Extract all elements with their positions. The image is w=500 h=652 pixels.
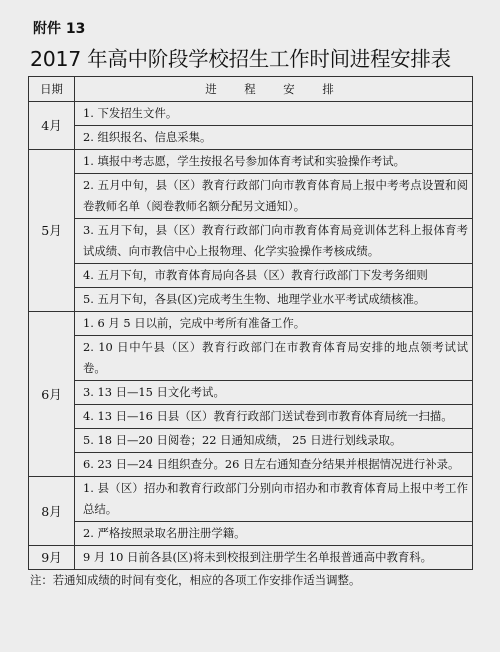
table-header-row: [29, 77, 473, 102]
header-arrangement: 进 程 安 排: [75, 77, 473, 102]
attachment-label: 附件 13: [33, 21, 86, 37]
schedule-item: 4. 五月下旬，市教育体育局向各县（区）教育行政部门下发考务细则: [75, 264, 473, 288]
table-row: [29, 264, 473, 288]
table-row: [29, 381, 473, 405]
table-row: [29, 312, 473, 336]
table-row: [29, 336, 473, 381]
schedule-item: 9 月 10 日前各县(区)将未到校报到注册学生名单报普通高中教育科。: [75, 546, 473, 570]
schedule-item: 1. 下发招生文件。: [75, 102, 473, 126]
schedule-item: 4. 13 日—16 日县（区）教育行政部门送试卷到市教育体育局统一扫描。: [75, 405, 473, 429]
schedule-item: 5. 18 日—20 日阅卷；22 日通知成绩， 25 日进行划线录取。: [75, 429, 473, 453]
schedule-item: 1. 县（区）招办和教育行政部门分别向市招办和市教育体育局上报中考工作总结。: [75, 477, 473, 522]
schedule-item: 1. 填报中考志愿，学生按报名号参加体育考试和实验操作考试。: [75, 150, 473, 174]
header-date: 日期: [29, 77, 75, 102]
table-row: [29, 219, 473, 264]
table-row: [29, 150, 473, 174]
month-cell: 9月: [29, 546, 75, 570]
month-cell: 4月: [29, 102, 75, 150]
schedule-item: 5. 五月下旬，各县(区)完成考生生物、地理学业水平考试成绩核准。: [75, 288, 473, 312]
table-row: [29, 522, 473, 546]
schedule-item: 3. 13 日—15 日文化考试。: [75, 381, 473, 405]
table-row: [29, 288, 473, 312]
schedule-item: 2. 五月中旬，县（区）教育行政部门向市教育体育局上报中考考点设置和阅卷教师名单（阅卷教师名额分配另文通知）。: [75, 174, 473, 219]
table-row: [29, 102, 473, 126]
schedule-table: [28, 76, 473, 570]
table-row: [29, 546, 473, 570]
table-body: [29, 102, 473, 570]
table-row: [29, 429, 473, 453]
page-title: 2017 年高中阶段学校招生工作时间进程安排表: [30, 47, 451, 71]
table-row: [29, 174, 473, 219]
table-row: [29, 453, 473, 477]
table-row: [29, 477, 473, 522]
month-cell: 5月: [29, 150, 75, 312]
table-row: [29, 126, 473, 150]
schedule-item: 3. 五月下旬，县（区）教育行政部门向市教育体育局竞训体艺科上报体育考试成绩、向市教信中心上报物理、化学实验操作考核成绩。: [75, 219, 473, 264]
schedule-item: 2. 10 日中午县（区）教育行政部门在市教育体育局安排的地点领考试试卷。: [75, 336, 473, 381]
month-cell: 8月: [29, 477, 75, 546]
schedule-item: 2. 严格按照录取名册注册学籍。: [75, 522, 473, 546]
schedule-item: 2. 组织报名、信息采集。: [75, 126, 473, 150]
schedule-item: 1. 6 月 5 日以前，完成中考所有准备工作。: [75, 312, 473, 336]
table-row: [29, 405, 473, 429]
month-cell: 6月: [29, 312, 75, 477]
footnote: 注：若通知成绩的时间有变化，相应的各项工作安排作适当调整。: [30, 573, 361, 587]
schedule-item: 6. 23 日—24 日组织查分。26 日左右通知查分结果并根据情况进行补录。: [75, 453, 473, 477]
